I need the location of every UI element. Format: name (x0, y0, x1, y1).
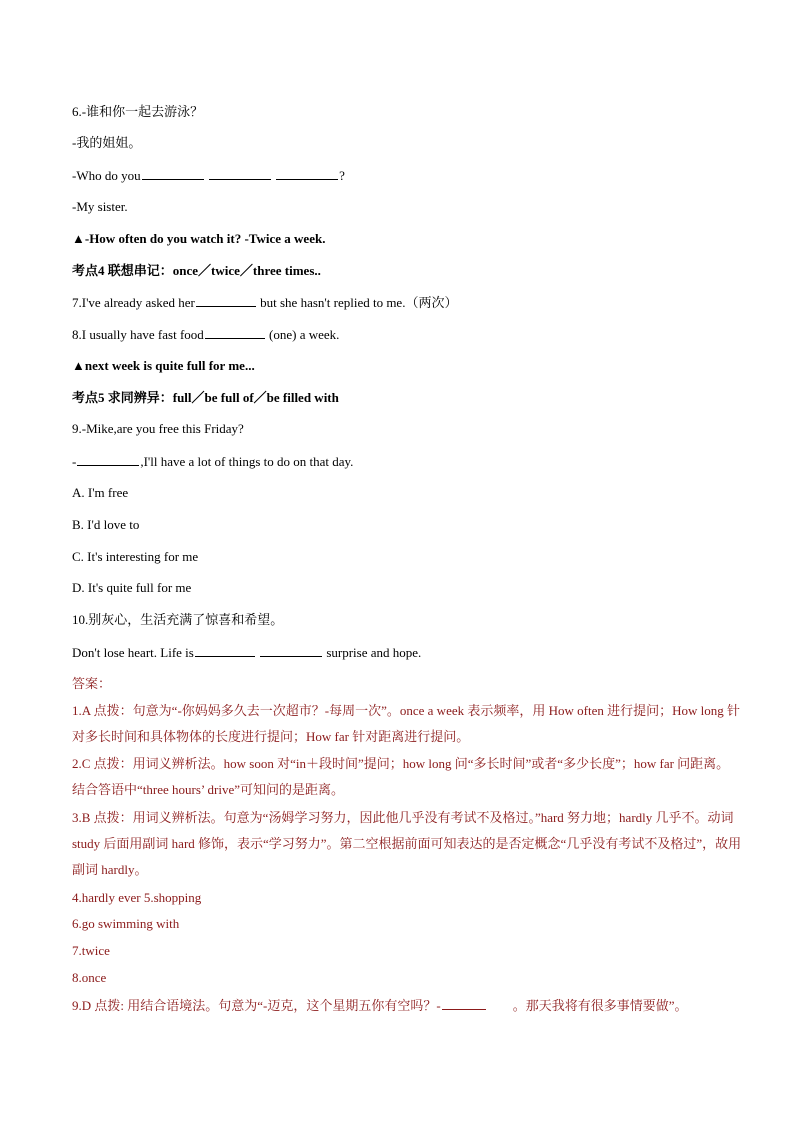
answer-8: 8.once (72, 970, 107, 985)
q7 (72, 294, 457, 311)
q9-option-c: C. It's interesting for me (72, 549, 199, 564)
q9-reply-suffix: ,I'll have a lot of things to do on that day. (140, 454, 354, 469)
q8-suffix: (one) a week. (265, 327, 340, 342)
q9-option-b: B. I'd love to (72, 517, 140, 532)
answers-heading: 答案： (72, 676, 112, 691)
kaodian-4-heading: 考点4 联想串记：once／twice／three times.. (72, 263, 321, 278)
answer-blank[interactable] (77, 453, 139, 466)
kaodian-5-heading: 考点5 求同辨异：full／be full of／be filled with (72, 390, 339, 405)
point-next-week: ▲next week is quite full for me... (72, 358, 255, 373)
q6-reply-cn: -我的姐姐。 (72, 135, 142, 150)
q10-prompt: 10.别灰心，生活充满了惊喜和希望。 (72, 612, 284, 627)
answer-2: 2.C 点拨：用词义辨析法。how soon 对“in＋段时间”提问；how long 问“多长时间”或者“多少长度”；how far 问距离。结合答语中“three hours’ drive”可知问的是距离。 (72, 756, 730, 797)
answer-blank[interactable] (276, 167, 338, 180)
answer-6: 6.go swimming with (72, 916, 180, 931)
answer-blank[interactable] (209, 167, 271, 180)
answer-7: 7.twice (72, 943, 110, 958)
answer-blank[interactable] (142, 167, 204, 180)
q6-reply-en: -My sister. (72, 199, 128, 214)
answer-9-prefix: 9.D 点拨: 用结合语境法。句意为“-迈克，这个星期五你有空吗？- (72, 998, 441, 1013)
q6-english (72, 167, 345, 184)
q10-english (72, 644, 421, 661)
q9-prompt: 9.-Mike,are you free this Friday? (72, 421, 244, 436)
answer-blank[interactable] (196, 294, 256, 307)
q6-en-suffix: ? (339, 168, 345, 183)
q10-suffix: surprise and hope. (323, 645, 422, 660)
q6-prompt: 6.-谁和你一起去游泳？ (72, 104, 204, 119)
answer-9 (72, 997, 687, 1014)
q7-prefix: 7.I've already asked her (72, 295, 195, 310)
answer-blank[interactable] (260, 644, 322, 657)
answer-9-suffix: 。那天我将有很多事情要做”。 (512, 998, 688, 1013)
point-how-often: ▲-How often do you watch it? -Twice a week. (72, 231, 326, 246)
q8-prefix: 8.I usually have fast food (72, 327, 204, 342)
q10-prefix: Don't lose heart. Life is (72, 645, 194, 660)
q8 (72, 326, 339, 343)
answer-3: 3.B 点拨：用词义辨析法。句意为“汤姆学习努力，因此他几乎没有考试不及格过。”hard 努力地；hardly 几乎不。动词 study 后面用副词 hard 修饰，表示“学习努力”。第二空根据前面可知表达的是否定概念“几乎没有考试不及格过”，故用副词 hardly。 (72, 810, 742, 877)
answer-1: 1.A 点拨：句意为“-你妈妈多久去一次超市？-每周一次”。once a week 表示频率，用 How often 进行提问；How long 针对多长时间和具体物体的长度进行提问；How far 针对距离进行提问。 (72, 703, 740, 744)
q7-suffix: but she hasn't replied to me.（两次） (256, 295, 458, 310)
q6-en-prefix: -Who do you (72, 168, 141, 183)
q9-option-d: D. It's quite full for me (72, 580, 192, 595)
answer-blank (442, 997, 486, 1010)
answer-blank[interactable] (205, 326, 265, 339)
answer-4-5: 4.hardly ever 5.shopping (72, 890, 202, 905)
q9-option-a: A. I'm free (72, 485, 129, 500)
q9-reply (72, 453, 353, 470)
q9-reply-prefix: - (72, 454, 77, 469)
answer-blank[interactable] (195, 644, 255, 657)
